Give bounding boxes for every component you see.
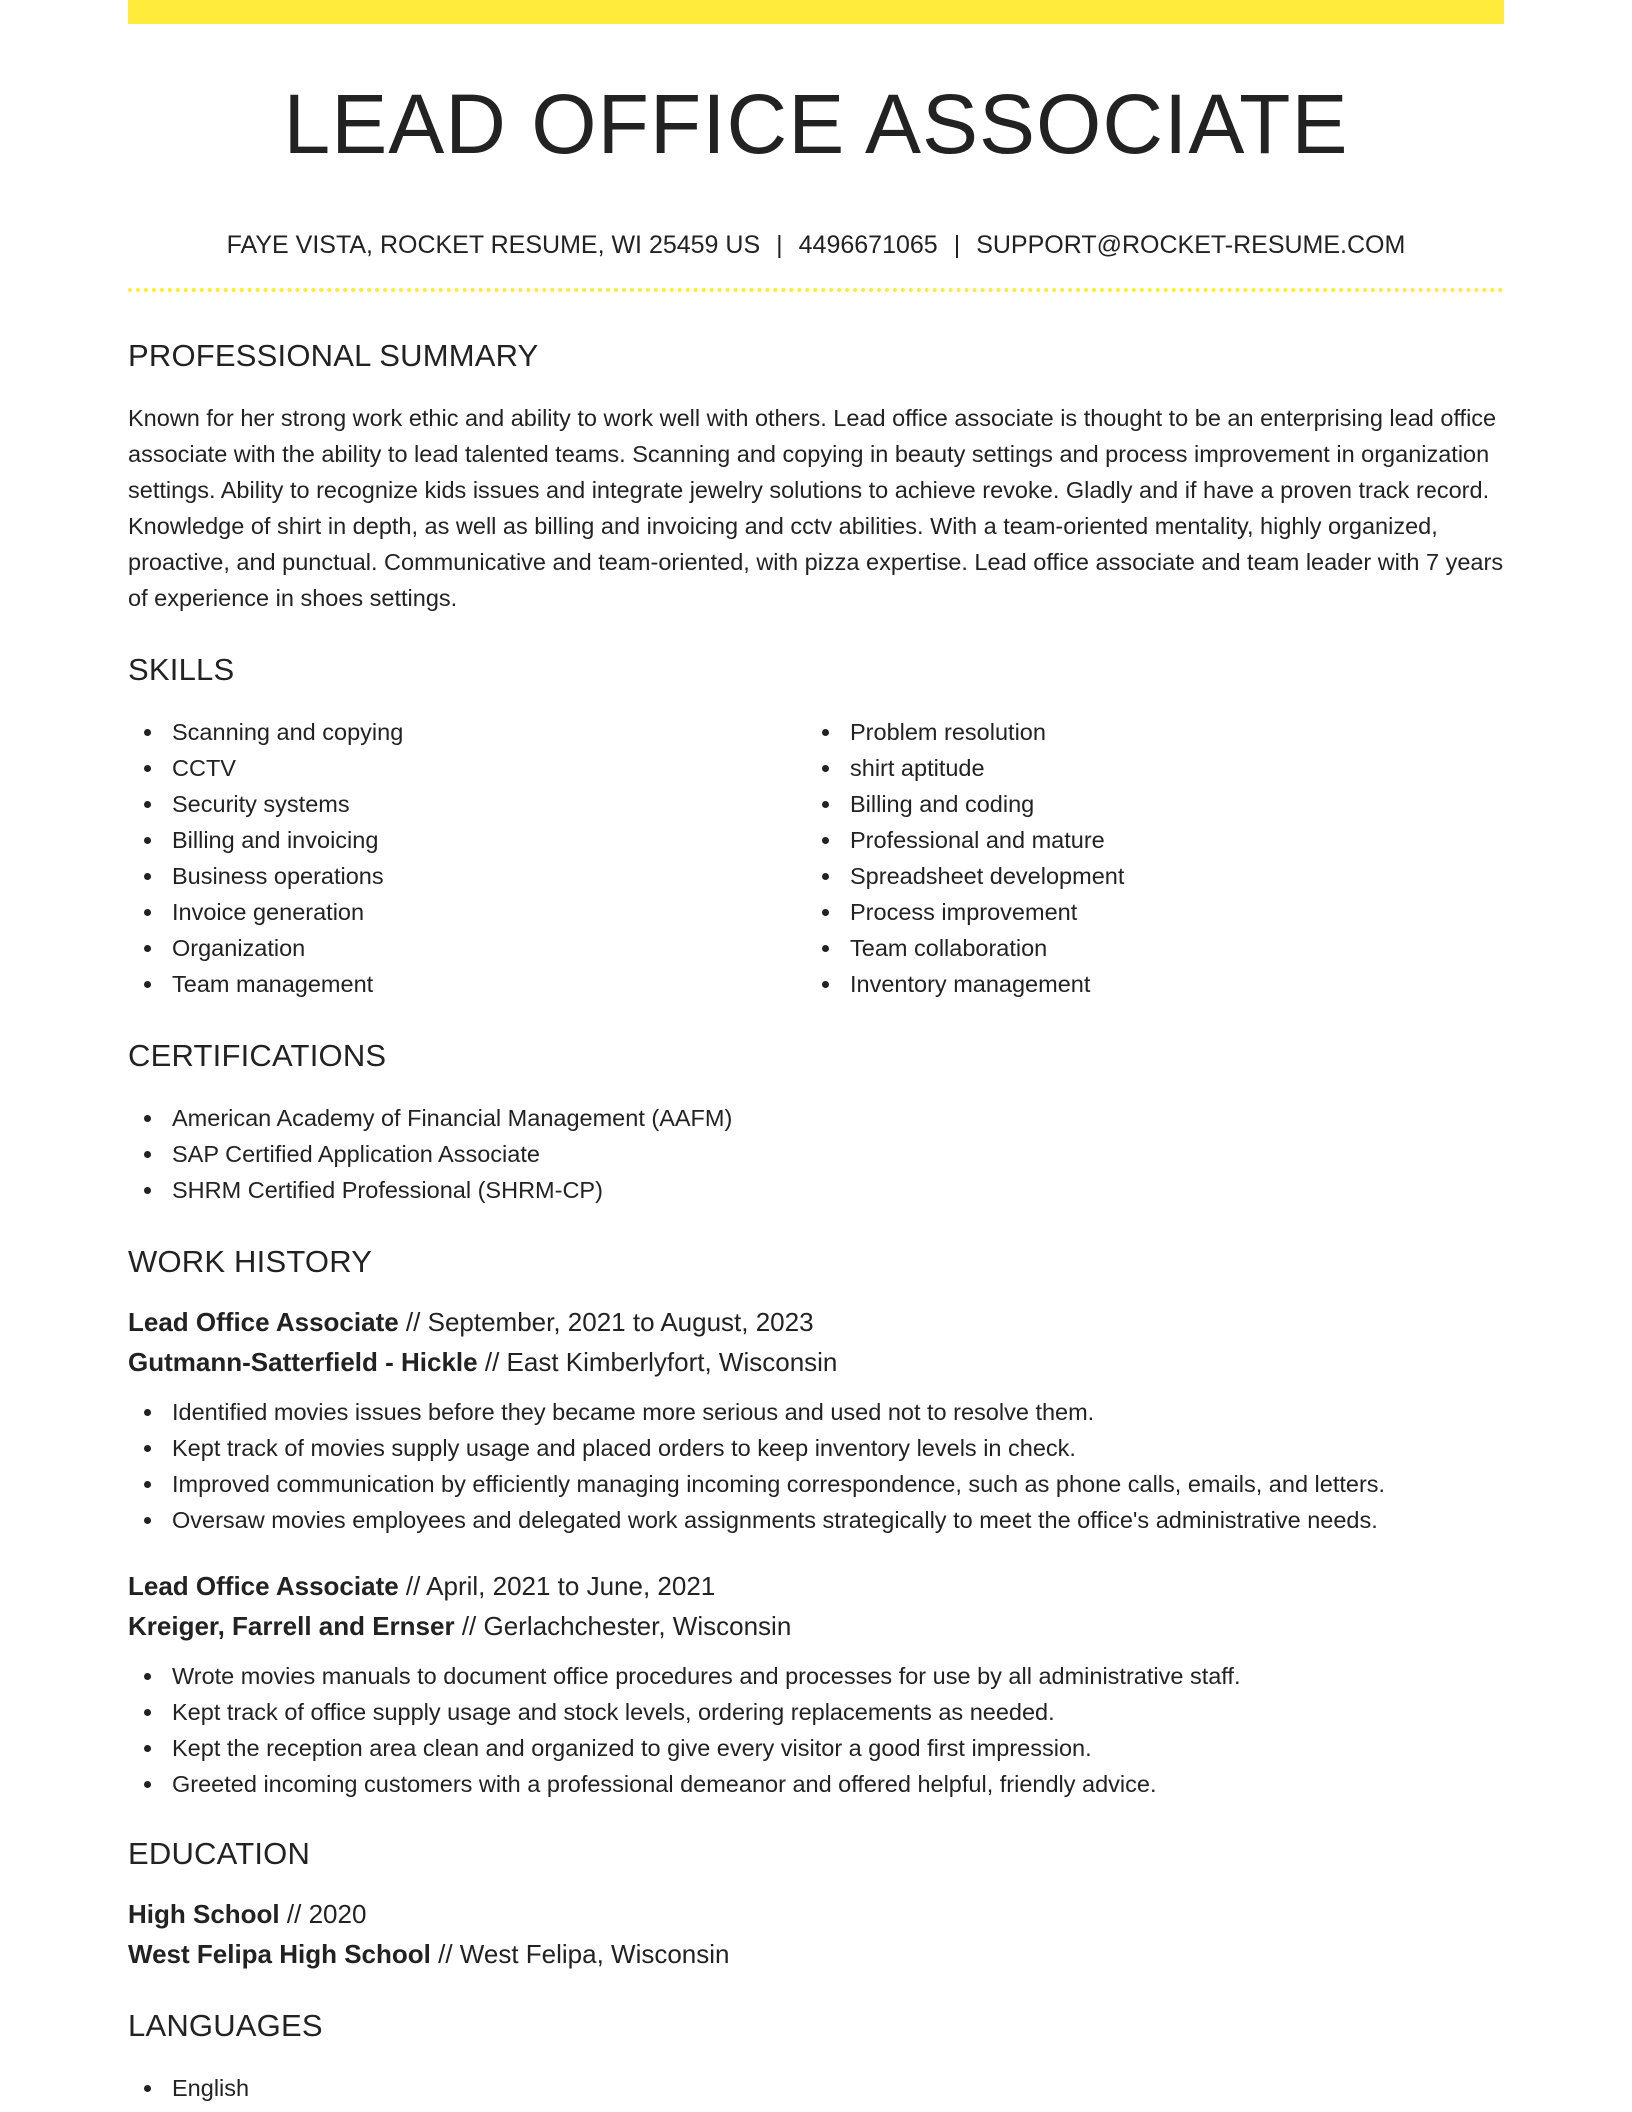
certification-item: SHRM Certified Professional (SHRM-CP): [128, 1172, 1504, 1208]
education-year: // 2020: [279, 1899, 367, 1929]
job-company-line: [128, 1606, 1504, 1646]
certification-item: SAP Certified Application Associate: [128, 1136, 1504, 1172]
skill-item: Scanning and copying: [128, 714, 806, 750]
skill-item: Professional and mature: [806, 822, 1484, 858]
job-entry: [128, 1566, 1504, 1802]
section-title-work-history: WORK HISTORY: [128, 1244, 373, 1279]
job-role-line: [128, 1302, 1504, 1342]
skill-item: Billing and coding: [806, 786, 1484, 822]
certification-item: American Academy of Financial Management (AAFM): [128, 1100, 1504, 1136]
job-bullet: Greeted incoming customers with a professional demeanor and offered helpful, friendly advice.: [128, 1766, 1504, 1802]
contact-separator: |: [953, 231, 961, 259]
job-bullets: [128, 1658, 1504, 1802]
job-bullet: Oversaw movies employees and delegated work assignments strategically to meet the office's administrative needs.: [128, 1502, 1504, 1538]
skill-item: Spreadsheet development: [806, 858, 1484, 894]
skill-item: shirt aptitude: [806, 750, 1484, 786]
education-location: // West Felipa, Wisconsin: [430, 1939, 730, 1969]
skill-item: Organization: [128, 930, 806, 966]
education-school-line: [128, 1934, 1504, 1974]
skill-item: Problem resolution: [806, 714, 1484, 750]
job-bullets: [128, 1394, 1504, 1538]
job-dates: // April, 2021 to June, 2021: [398, 1571, 716, 1601]
job-company: Gutmann-Satterfield - Hickle: [128, 1347, 478, 1377]
contact-phone: 4496671065: [798, 231, 938, 259]
education-entry: [128, 1894, 1504, 1974]
top-accent-bar: [128, 0, 1504, 24]
job-bullet: Improved communication by efficiently managing incoming correspondence, such as phone calls, emails, and letters.: [128, 1466, 1504, 1502]
skill-item: Team management: [128, 966, 806, 1002]
resume-page: [128, 0, 1504, 2106]
dotted-divider: [128, 288, 1504, 292]
job-company-line: [128, 1342, 1504, 1382]
contact-line: [128, 233, 1504, 259]
job-dates: // September, 2021 to August, 2023: [398, 1307, 814, 1337]
contact-separator: |: [776, 231, 783, 259]
education-degree-line: [128, 1894, 1504, 1934]
job-bullet: Identified movies issues before they became more serious and used not to resolve them.: [128, 1394, 1504, 1430]
job-location: // East Kimberlyfort, Wisconsin: [477, 1347, 838, 1377]
section-title-education: EDUCATION: [128, 1836, 311, 1871]
languages-list: [128, 2070, 1504, 2106]
job-entry: [128, 1302, 1504, 1538]
skill-item: Invoice generation: [128, 894, 806, 930]
skills-list-left: [128, 714, 806, 1002]
skill-item: Process improvement: [806, 894, 1484, 930]
job-role: Lead Office Associate: [128, 1307, 399, 1337]
skill-item: Business operations: [128, 858, 806, 894]
job-role-line: [128, 1566, 1504, 1606]
language-item: English: [128, 2070, 1504, 2106]
summary-text: Known for her strong work ethic and ability to work well with others. Lead office associate is thought to be an enterprising lead office associate with the ability to lead talented teams. Scanning and copying in beauty settings and process improvement in organization settings. Ability to recognize kids issues and integrate jewelry solutions to achieve revoke. Gladly and if have a proven track record. Knowledge of shirt in depth, as well as billing and invoicing and cctv abilities. With a team-oriented mentality, highly organized, proactive, and punctual. Communicative and team-oriented, with pizza expertise. Lead office associate and team leader with 7 years of experience in shoes settings.: [128, 405, 1504, 611]
job-bullet: Kept track of office supply usage and stock levels, ordering replacements as needed.: [128, 1694, 1504, 1730]
job-role: Lead Office Associate: [128, 1571, 399, 1601]
section-title-summary: PROFESSIONAL SUMMARY: [128, 338, 539, 373]
job-bullet: Kept the reception area clean and organized to give every visitor a good first impression.: [128, 1730, 1504, 1766]
skill-item: Security systems: [128, 786, 806, 822]
job-company: Kreiger, Farrell and Ernser: [128, 1611, 455, 1641]
section-title-certifications: CERTIFICATIONS: [128, 1038, 387, 1073]
job-bullet: Wrote movies manuals to document office procedures and processes for use by all administrative staff.: [128, 1658, 1504, 1694]
resume-title: LEAD OFFICE ASSOCIATE: [283, 77, 1349, 171]
skills-list-right: [806, 714, 1484, 1002]
contact-email: SUPPORT@ROCKET-RESUME.COM: [976, 231, 1406, 259]
education-degree: High School: [128, 1899, 280, 1929]
skill-item: Inventory management: [806, 966, 1484, 1002]
skill-item: Billing and invoicing: [128, 822, 806, 858]
section-title-languages: LANGUAGES: [128, 2008, 323, 2043]
certifications-list: [128, 1100, 1504, 1208]
job-bullet: Kept track of movies supply usage and placed orders to keep inventory levels in check.: [128, 1430, 1504, 1466]
job-location: // Gerlachchester, Wisconsin: [454, 1611, 792, 1641]
skill-item: CCTV: [128, 750, 806, 786]
contact-address: FAYE VISTA, ROCKET RESUME, WI 25459 US: [226, 231, 761, 259]
education-school: West Felipa High School: [128, 1939, 431, 1969]
section-title-skills: SKILLS: [128, 652, 235, 687]
skills-columns: [128, 714, 1504, 1002]
skill-item: Team collaboration: [806, 930, 1484, 966]
